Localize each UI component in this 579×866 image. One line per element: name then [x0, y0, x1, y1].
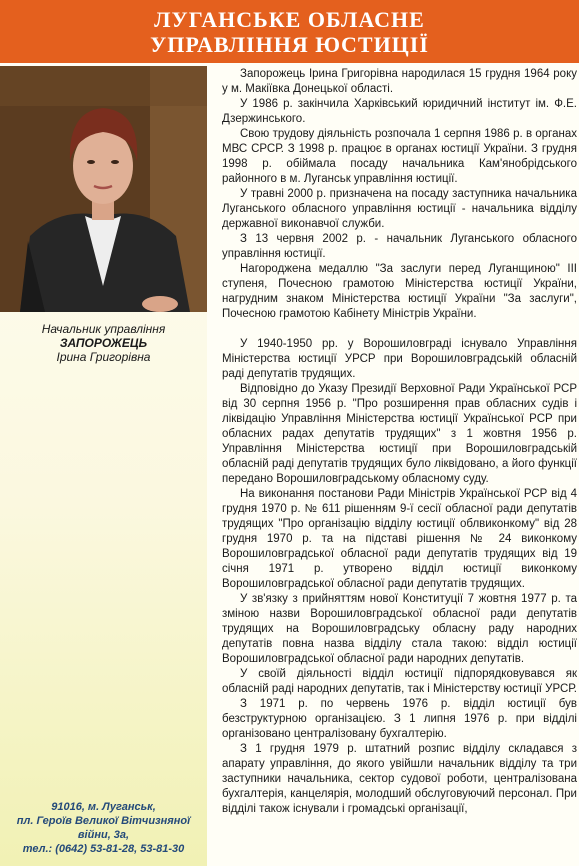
- history-paragraph: З 1 грудня 1979 р. штатний розпис відділу складався з апарату управління, до якого увійшли начальник відділу та три заступники начальника, сектор судової роботи, централізована бухгалтерія, канцелярія, молодший обслуговуючий персонал. При відділі також існували і громадські організації,: [222, 743, 577, 815]
- page-header: [0, 0, 579, 63]
- portrait-photo: [0, 66, 207, 312]
- history-paragraph: У 1940-1950 рр. у Ворошиловграді існувало Управління Міністерства юстиції УРСР при Ворошиловградській обласній раді депутатів трудящих.: [222, 338, 577, 380]
- caption-given-name: Ірина Григорівна: [56, 350, 151, 364]
- photo-caption: [0, 322, 207, 364]
- bio-paragraph: Свою трудову діяльність розпочала 1 серпня 1986 р. в органах МВС СРСР. З 1998 р. працює в органах юстиції України. З грудня 1998 р. обіймала посаду начальника Кам'янобрідського районного в м. Луганськ управління юстиції.: [222, 128, 577, 185]
- contact-info: [0, 800, 207, 856]
- article-body: [222, 67, 577, 817]
- history-paragraph: На виконання постанови Ради Міністрів Української РСР від 4 грудня 1970 р. № 611 рішенням 9-ї сесії обласної ради депутатів трудящих "Про організацію відділу юстиції облвиконкому" від 28 грудня 1970 р. та на підставі рішення № 24 виконкому Ворошиловградської обласної ради депутатів трудящих від 19 січня 1971 р. утворено відділ юстиції виконкому Ворошиловградської обласної ради депутатів трудящих.: [222, 488, 577, 590]
- bio-paragraph: Запорожець Ірина Григорівна народилася 15 грудня 1964 року у м. Макіївка Донецької області.: [222, 68, 577, 95]
- history-paragraph: Відповідно до Указу Президії Верховної Ради Української РСР від 30 серпня 1956 р. "Про розширення прав обласних судів і ліквідацію Управління Міністерства юстиції Української РСР при обласних радах депутатів трудящих" з 1 жовтня 1956 р. Управління Міністерства юстиції при Ворошиловградській обласній раді депутатів трудящих було ліквідовано, а його функції передано Ворошиловградському обласному суду.: [222, 383, 577, 485]
- contact-address-street: пл. Героїв Великої Вітчизняної війни, 3а,: [16, 815, 191, 841]
- caption-position: Начальник управління: [41, 322, 166, 336]
- header-title-line1: ЛУГАНСЬКЕ ОБЛАСНЕ: [154, 6, 425, 32]
- header-title-line2: УПРАВЛІННЯ ЮСТИЦІЇ: [150, 31, 429, 57]
- bio-paragraph: У травні 2000 р. призначена на посаду заступника начальника Луганського обласного управління юстиції - начальника відділу державної виконавчої служби.: [222, 188, 577, 230]
- history-paragraph: У зв'язку з прийняттям нової Конституції 7 жовтня 1977 р. та зміною назви Ворошиловградської обласної ради депутатів трудящих на Ворошиловградську обласну раду народних депутатів повна назва відділу стала такою: відділ юстиції Ворошиловградської обласної ради народних депутатів.: [222, 593, 577, 665]
- history-paragraph: У своїй діяльності відділ юстиції підпорядковувався як обласній раді народних депутатів, так і Міністерству юстиції УРСР.: [222, 668, 577, 695]
- history-paragraph: З 1971 р. по червень 1976 р. відділ юстиції був безструктурною організацією. З 1 липня 1976 р. при відділі організовано централізовану бухгалтерію.: [222, 698, 577, 740]
- bio-paragraph: Нагороджена медаллю "За заслуги перед Луганщиною" ІІІ ступеня, Почесною грамотою Міністерства юстиції України, нагрудним знаком Міністерства юстиції України "За заслуги", Почесною грамотою Кабінету Міністрів України.: [222, 263, 577, 320]
- bio-paragraph: У 1986 р. закінчила Харківський юридичний інститут ім. Ф.Е. Дзержинського.: [222, 98, 577, 125]
- bio-paragraph: З 13 червня 2002 р. - начальник Луганського обласного управління юстиції.: [222, 233, 577, 260]
- caption-surname: ЗАПОРОЖЕЦЬ: [59, 336, 148, 350]
- contact-address-city: 91016, м. Луганськ,: [51, 801, 156, 813]
- contact-phone: тел.: (0642) 53-81-28, 53-81-30: [22, 843, 185, 855]
